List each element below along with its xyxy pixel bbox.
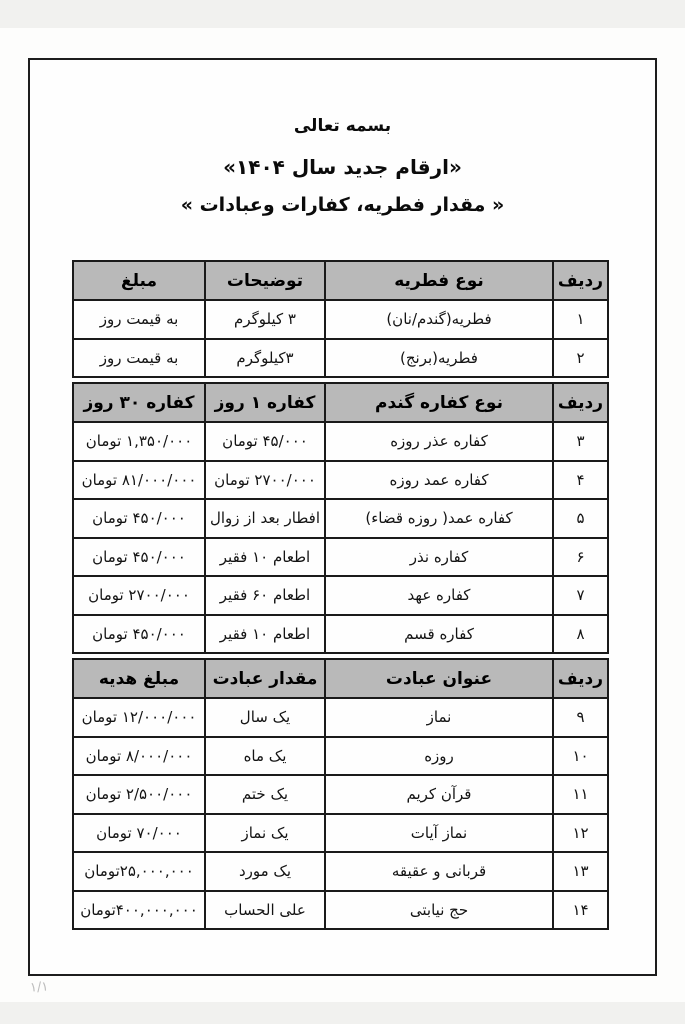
table-header-row	[73, 659, 608, 698]
table-cell: ۴۰۰,۰۰۰,۰۰۰تومان	[73, 891, 205, 930]
table-cell: نماز آیات	[325, 814, 553, 853]
table-cell: حج نیابتی	[325, 891, 553, 930]
column-header: کفاره ۳۰ روز	[73, 383, 205, 422]
table-cell: یک ختم	[205, 775, 325, 814]
document-header	[30, 60, 655, 216]
table-cell: ۱۱	[553, 775, 608, 814]
table-cell: ۱۲/۰۰۰/۰۰۰ تومان	[73, 698, 205, 737]
table-cell: کفاره عهد	[325, 576, 553, 615]
table-cell: ۳ کیلوگرم	[205, 300, 325, 339]
table-row	[73, 499, 608, 538]
table-cell: ۴۵/۰۰۰ تومان	[205, 422, 325, 461]
table-cell: ۲	[553, 339, 608, 378]
table-cell: قربانی و عقیقه	[325, 852, 553, 891]
table-row	[73, 461, 608, 500]
table-cell: ۱۰	[553, 737, 608, 776]
table-cell: ۲/۵۰۰/۰۰۰ تومان	[73, 775, 205, 814]
table-cell: کفاره عذر روزه	[325, 422, 553, 461]
photo-margin-bottom	[0, 1002, 685, 1024]
table-row	[73, 737, 608, 776]
table-cell: ۱۲	[553, 814, 608, 853]
table-cell: اطعام ۱۰ فقیر	[205, 538, 325, 577]
table-cell: قرآن کریم	[325, 775, 553, 814]
column-header: نوع فطریه	[325, 261, 553, 300]
document-subtitle: « مقدار فطریه، کفارات وعبادات »	[180, 194, 505, 216]
table-cell: علی الحساب	[205, 891, 325, 930]
table-cell: به قیمت روز	[73, 339, 205, 378]
table-cell: ۸	[553, 615, 608, 654]
table-cell: ۱,۳۵۰/۰۰۰ تومان	[73, 422, 205, 461]
table-cell: ۱۴	[553, 891, 608, 930]
table-row	[73, 814, 608, 853]
page-indicator: ۱/۱	[29, 979, 49, 996]
column-header: مقدار عبادت	[205, 659, 325, 698]
table-cell: ۴۵۰/۰۰۰ تومان	[73, 615, 205, 654]
table-cell: یک سال	[205, 698, 325, 737]
table-cell: ۵	[553, 499, 608, 538]
document-frame	[28, 58, 657, 976]
table-cell: نماز	[325, 698, 553, 737]
table-row	[73, 615, 608, 654]
document-title: «ارقام جدید سال ۱۴۰۴»	[223, 155, 462, 179]
table-header-row	[73, 261, 608, 300]
table-row	[73, 538, 608, 577]
table-cell: کفاره نذر	[325, 538, 553, 577]
table-cell: ۴۵۰/۰۰۰ تومان	[73, 499, 205, 538]
table-section-2	[72, 382, 609, 654]
table-cell: یک ماه	[205, 737, 325, 776]
table-row	[73, 852, 608, 891]
table-cell: اطعام ۱۰ فقیر	[205, 615, 325, 654]
column-header: ردیف	[553, 261, 608, 300]
table-cell: ۸۱/۰۰۰/۰۰۰ تومان	[73, 461, 205, 500]
table-row	[73, 698, 608, 737]
column-header: کفاره ۱ روز	[205, 383, 325, 422]
column-header: ردیف	[553, 383, 608, 422]
column-header: مبلغ هدیه	[73, 659, 205, 698]
table-header-row	[73, 383, 608, 422]
table-cell: یک نماز	[205, 814, 325, 853]
bismillah-line: بسمه تعالی	[293, 116, 392, 136]
table-cell: ۲۷۰۰/۰۰۰ تومان	[205, 461, 325, 500]
table-row	[73, 891, 608, 930]
table-row	[73, 300, 608, 339]
table-row	[73, 775, 608, 814]
table-cell: ۷۰/۰۰۰ تومان	[73, 814, 205, 853]
table-cell: ۴	[553, 461, 608, 500]
table-section-1	[72, 260, 609, 378]
table-cell: ۶	[553, 538, 608, 577]
table-cell: ۳کیلوگرم	[205, 339, 325, 378]
table-cell: کفاره عمد روزه	[325, 461, 553, 500]
table-cell: ۳	[553, 422, 608, 461]
table-cell: ۷	[553, 576, 608, 615]
table-cell: یک مورد	[205, 852, 325, 891]
amounts-tables	[72, 260, 607, 934]
photo-margin-top	[0, 0, 685, 28]
table-cell: ۸/۰۰۰/۰۰۰ تومان	[73, 737, 205, 776]
table-row	[73, 576, 608, 615]
table-cell: کفاره قسم	[325, 615, 553, 654]
table-cell: ۲۷۰۰/۰۰۰ تومان	[73, 576, 205, 615]
table-cell: فطریه(گندم/نان)	[325, 300, 553, 339]
column-header: نوع کفاره گندم	[325, 383, 553, 422]
table-cell: ۴۵۰/۰۰۰ تومان	[73, 538, 205, 577]
table-section-3	[72, 658, 609, 930]
table-cell: ۹	[553, 698, 608, 737]
column-header: عنوان عبادت	[325, 659, 553, 698]
table-cell: روزه	[325, 737, 553, 776]
table-cell: ۱۳	[553, 852, 608, 891]
column-header: توضیحات	[205, 261, 325, 300]
table-row	[73, 422, 608, 461]
table-cell: کفاره عمد( روزه قضاء)	[325, 499, 553, 538]
table-cell: فطریه(برنج)	[325, 339, 553, 378]
table-cell: به قیمت روز	[73, 300, 205, 339]
table-cell: اطعام ۶۰ فقیر	[205, 576, 325, 615]
column-header: مبلغ	[73, 261, 205, 300]
column-header: ردیف	[553, 659, 608, 698]
table-cell: ۱	[553, 300, 608, 339]
table-cell: ۲۵,۰۰۰,۰۰۰تومان	[73, 852, 205, 891]
table-row	[73, 339, 608, 378]
table-cell: افطار بعد از زوال	[205, 499, 325, 538]
